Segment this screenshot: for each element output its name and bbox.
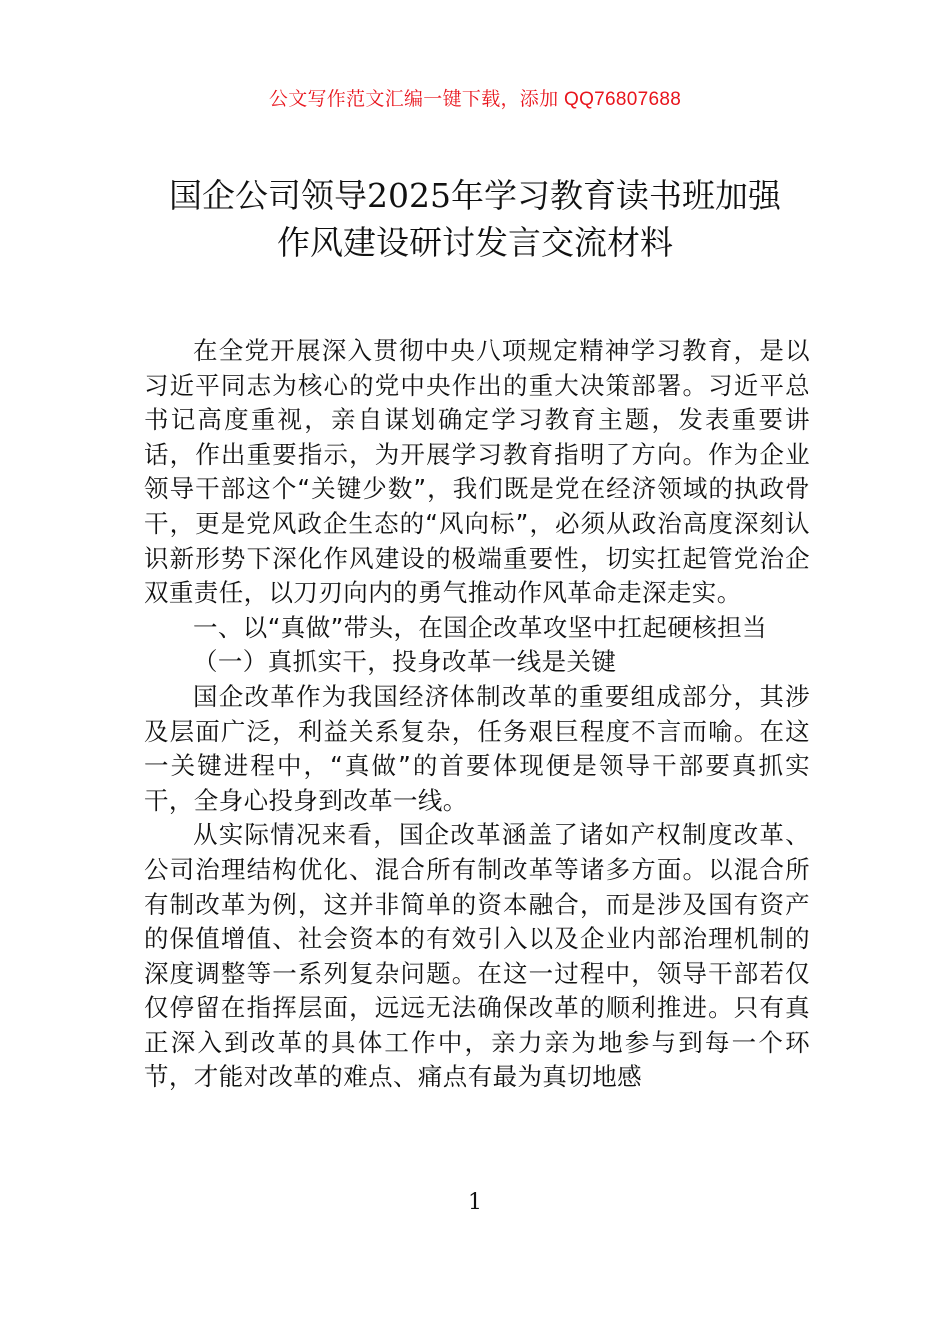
header-watermark: 公文写作范文汇编一键下载，添加 QQ76807688 (268, 89, 682, 110)
intro-paragraph: 在全党开展深入贯彻中央八项规定精神学习教育，是以习近平同志为核心的党中央作出的重大决策部署。习近平总书记高度重视，亲自谋划确定学习教育主题，发表重要讲话，作出重要指示，为开展学习教育指明了方向。作为企业领导干部这个“关键少数”，我们既是党在经济领域的执政骨干，更是党风政企生态的“风向标”，必须从政治高度深刻认识新形势下深化作风建设的极端重要性，切实扛起管党治企双重责任，以刀刃向内的勇气推动作风革命走深走实。 (144, 336, 810, 608)
page-number: 1 (468, 1190, 482, 1215)
document-body (144, 334, 810, 1095)
document-title-line-2: 作风建设研讨发言交流材料 (277, 223, 673, 262)
body-paragraph: 从实际情况来看，国企改革涵盖了诸如产权制度改革、公司治理结构优化、混合所有制改革等诸多方面。以混合所有制改革为例，这并非简单的资本融合，而是涉及国有资产的保值增值、社会资本的有效引入以及企业内部治理机制的深度调整等一系列复杂问题。在这一过程中，领导干部若仅仅停留在指挥层面，远远无法确保改革的顺利推进。只有真正深入到改革的具体工作中，亲力亲为地参与到每一个环节，才能对改革的难点、痛点有最为真切地感 (144, 820, 810, 1092)
document-title-line-1: 国企公司领导2025年学习教育读书班加强 (169, 176, 781, 215)
body-paragraph: 国企改革作为我国经济体制改革的重要组成部分，其涉及层面广泛，利益关系复杂，任务艰巨程度不言而喻。在这一关键进程中，“真做”的首要体现便是领导干部要真抓实干，全身心投身到改革一线。 (144, 681, 810, 815)
section-heading: 一、以“真做”带头，在国企改革攻坚中扛起硬核担当 (193, 612, 767, 642)
subsection-heading: （一）真抓实干，投身改革一线是关键 (193, 647, 617, 677)
